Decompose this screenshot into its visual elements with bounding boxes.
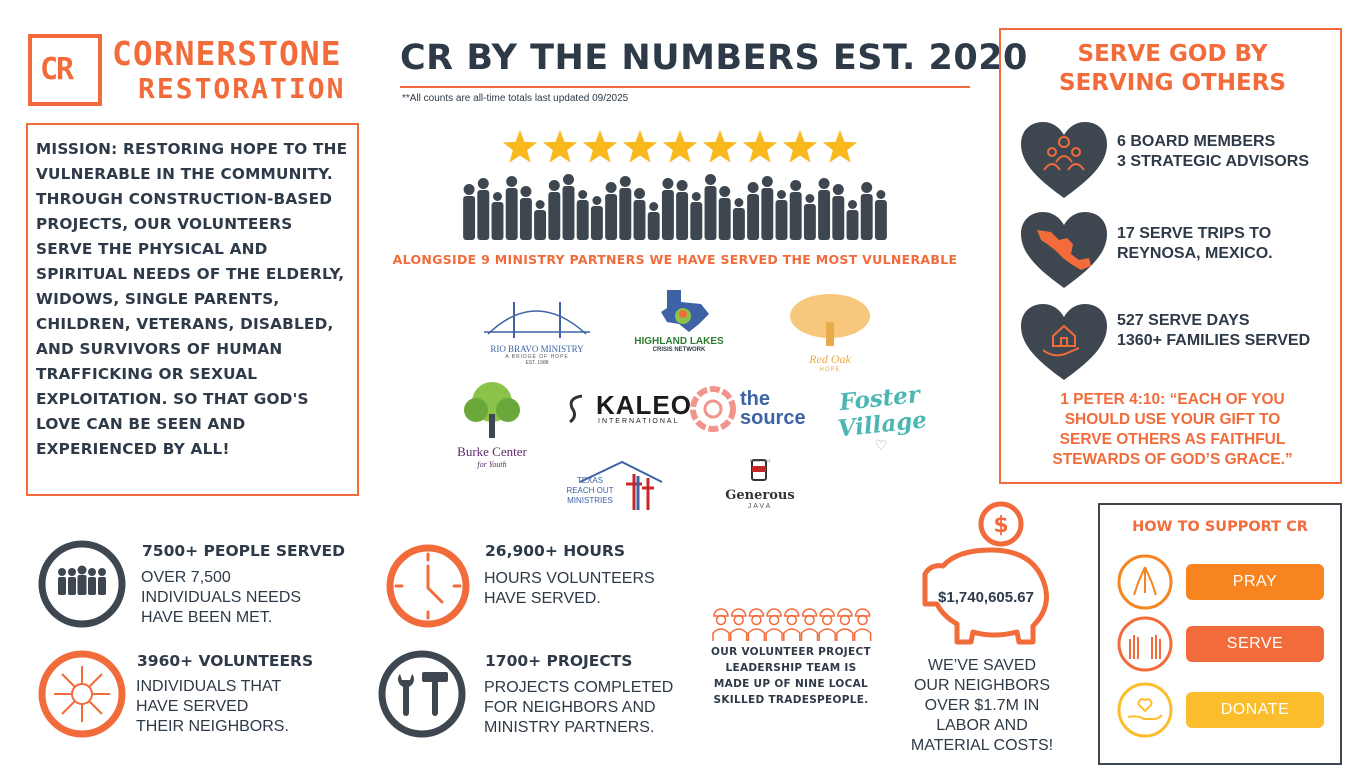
projects-heading: 1700+ PROJECTS — [485, 652, 633, 670]
person-silhouette — [463, 184, 475, 240]
person-silhouette — [804, 194, 816, 240]
team-line: OUR VOLUNTEER PROJECT — [711, 646, 871, 658]
tradesperson-icon — [855, 609, 871, 641]
highland-lakes-sub: CRISIS NETWORK — [652, 347, 706, 353]
person-silhouette — [534, 200, 546, 240]
title-divider — [400, 86, 970, 88]
tradesperson-icon — [748, 609, 764, 641]
person-silhouette — [577, 190, 589, 240]
verse-line: STEWARDS OF GOD’S GRACE.” — [1052, 451, 1293, 468]
the-source-logo — [690, 386, 810, 434]
serve-item-days-line2: 1360+ FAMILIES SERVED — [1117, 332, 1311, 349]
person-silhouette — [705, 174, 717, 240]
house-hand-icon — [1019, 302, 1109, 382]
hours-line: HAVE SERVED. — [484, 590, 601, 607]
serve-item-days — [1117, 311, 1310, 351]
red-oak-name: Red Oak — [809, 352, 851, 366]
generous-java-logo — [718, 456, 802, 514]
hours-heading: 26,900+ HOURS — [485, 542, 626, 560]
serve-title-line1: SERVE GOD BY — [1077, 41, 1268, 67]
mission-box — [26, 123, 359, 496]
rio-bravo-est: EST. 1988 — [525, 360, 549, 366]
foster-line1: Foster — [838, 380, 922, 417]
person-silhouette — [761, 176, 773, 240]
texas-reach-line1: TEXAS — [576, 476, 604, 485]
logo-line2: RESTORATION — [138, 72, 346, 105]
serve-item-trips — [1117, 224, 1273, 264]
person-silhouette — [790, 180, 802, 240]
hours-body — [484, 569, 655, 609]
tradesperson-icon — [819, 609, 835, 641]
star-icon — [543, 130, 577, 163]
person-silhouette — [690, 192, 702, 240]
person-silhouette — [832, 184, 844, 240]
person-silhouette — [605, 182, 617, 240]
people-served-line: OVER 7,500 — [141, 569, 231, 586]
star-icon — [623, 130, 657, 163]
serve-item-days-line1: 527 SERVE DAYS — [1117, 312, 1250, 329]
verse-line: 1 PETER 4:10: “EACH OF YOU — [1060, 391, 1285, 408]
person-silhouette — [861, 182, 873, 240]
serve-item-board — [1117, 132, 1309, 172]
highland-lakes-logo — [624, 288, 734, 358]
people-group-icon — [38, 540, 126, 628]
person-silhouette — [662, 178, 674, 240]
projects-body — [484, 678, 673, 738]
tradesperson-icon — [802, 609, 818, 641]
star-icon — [663, 130, 697, 163]
person-silhouette — [818, 178, 830, 240]
mission-text: MISSION: RESTORING HOPE TO THE VULNERABLE IN THE COMMUNITY. THROUGH CONSTRUCTION-BASED PROJECTS, OUR VOLUNTEERS SERVE THE PHYSICAL AND SPIRITUAL NEEDS OF THE ELDERLY, WIDOWS, SINGLE PARENTS, CHILDREN, VETERANS, DISABLED, AND SURVIVORS OF HUMAN TRAFFICKING OR SEXUAL EXPLOITATION. SO THAT GOD'S LOVE CAN BE SEEN AND EXPERIENCED BY ALL! — [36, 140, 348, 458]
crowd-icon — [462, 172, 888, 240]
saved-description — [902, 656, 1062, 756]
star-rating — [500, 129, 860, 167]
people-served-body — [141, 568, 301, 628]
burke-center-logo — [446, 380, 538, 472]
volunteers-line: INDIVIDUALS THAT — [136, 678, 282, 695]
volunteer-hands-icon — [38, 650, 126, 738]
foster-line2: Village — [836, 406, 929, 443]
source-line2: source — [740, 407, 806, 429]
mexico-map-icon — [1019, 210, 1109, 290]
tools-icon — [378, 650, 466, 738]
red-oak-sub: HOPE — [819, 367, 841, 373]
texas-reach-line2: REACH OUT — [566, 486, 614, 495]
saved-line: OVER $1.7M IN — [924, 697, 1040, 714]
tradesperson-icon — [837, 609, 853, 641]
star-icon — [743, 130, 777, 163]
people-served-heading: 7500+ PEOPLE SERVED — [142, 542, 346, 560]
person-silhouette — [619, 176, 631, 240]
team-line: MADE UP OF NINE LOCAL — [713, 678, 869, 690]
serve-title-line2: SERVING OTHERS — [1059, 70, 1286, 96]
person-silhouette — [492, 192, 504, 240]
people-served-line: INDIVIDUALS NEEDS — [141, 589, 302, 606]
serve-title — [1001, 40, 1344, 98]
generous-name: Generous — [725, 488, 795, 503]
star-icon — [823, 130, 857, 163]
giving-hand-icon — [1116, 681, 1174, 739]
volunteers-line: HAVE SERVED — [136, 698, 249, 715]
partners-caption: ALONGSIDE 9 MINISTRY PARTNERS WE HAVE SERVED THE MOST VULNERABLE — [392, 252, 958, 267]
person-silhouette — [733, 198, 745, 240]
bible-verse — [1001, 390, 1344, 470]
highland-lakes-name: HIGHLAND LAKES — [634, 336, 724, 347]
star-icon — [583, 130, 617, 163]
tradesperson-icon — [766, 609, 782, 641]
rio-bravo-logo — [478, 294, 596, 368]
donate-button[interactable]: DONATE — [1186, 692, 1324, 728]
raised-hands-icon — [1116, 615, 1174, 673]
logo-mark-text: CR — [40, 52, 73, 87]
person-silhouette — [591, 196, 603, 240]
verse-line: SHOULD USE YOUR GIFT TO — [1064, 411, 1281, 428]
person-silhouette — [506, 176, 518, 240]
team-line: LEADERSHIP TEAM IS — [725, 662, 857, 674]
person-silhouette — [634, 188, 646, 240]
title-note: **All counts are all-time totals last updated 09/2025 — [402, 93, 629, 104]
volunteers-body — [136, 677, 289, 737]
pray-button[interactable]: PRAY — [1186, 564, 1324, 600]
star-icon — [783, 130, 817, 163]
piggy-bank-icon — [915, 498, 1055, 650]
verse-line: SERVE OTHERS AS FAITHFUL — [1059, 431, 1286, 448]
projects-line: PROJECTS COMPLETED — [484, 679, 674, 696]
person-silhouette — [847, 200, 859, 240]
people-served-line: HAVE BEEN MET. — [141, 609, 273, 626]
person-silhouette — [548, 180, 560, 240]
tradesperson-icon — [731, 609, 747, 641]
rio-bravo-name: RIO BRAVO MINISTRY — [490, 344, 584, 354]
logo-line1: CORNERSTONE — [112, 34, 342, 73]
team-icon — [1019, 120, 1109, 200]
texas-reach-line3: MINISTRIES — [567, 496, 613, 505]
kaleo-sub: INTERNATIONAL — [598, 418, 680, 425]
star-icon — [703, 130, 737, 163]
person-silhouette — [776, 190, 788, 240]
serve-item-board-line1: 6 BOARD MEMBERS — [1117, 133, 1276, 150]
cr-logo-mark — [28, 34, 102, 106]
dollar-sign: $ — [993, 513, 1009, 538]
serve-item-trips-line1: 17 SERVE TRIPS TO — [1117, 225, 1272, 242]
saved-line: OUR NEIGHBORS — [913, 677, 1050, 694]
team-line: SKILLED TRADESPEOPLE. — [713, 694, 869, 706]
tradesperson-icon — [784, 609, 800, 641]
person-silhouette — [563, 174, 575, 240]
tradesperson-icon — [713, 609, 729, 641]
clock-icon — [384, 542, 472, 630]
saved-amount: $1,740,605.67 — [938, 589, 1034, 606]
kaleo-name: KALEO — [596, 390, 692, 420]
person-silhouette — [676, 180, 688, 240]
hours-line: HOURS VOLUNTEERS — [484, 570, 655, 587]
red-oak-logo — [784, 292, 876, 378]
person-silhouette — [520, 186, 532, 240]
person-silhouette — [747, 182, 759, 240]
serve-god-box — [999, 28, 1342, 484]
saved-line: MATERIAL COSTS! — [910, 737, 1054, 754]
person-silhouette — [648, 202, 660, 240]
person-silhouette — [875, 190, 887, 240]
serve-item-board-line2: 3 STRATEGIC ADVISORS — [1117, 153, 1310, 170]
source-line1: the — [740, 388, 770, 410]
projects-line: FOR NEIGHBORS AND — [484, 699, 656, 716]
saved-line: WE’VE SAVED — [927, 657, 1037, 674]
volunteers-heading: 3960+ VOLUNTEERS — [137, 652, 314, 670]
serve-button[interactable]: SERVE — [1186, 626, 1324, 662]
texas-reach-out-logo — [554, 460, 664, 514]
generous-sub: JAVA — [747, 503, 773, 510]
generous-est: ESTD 2013 — [749, 458, 771, 463]
person-silhouette — [477, 178, 489, 240]
praying-hands-icon — [1116, 553, 1174, 611]
volunteers-line: THEIR NEIGHBORS. — [136, 718, 289, 735]
person-silhouette — [719, 186, 731, 240]
serve-item-trips-line2: REYNOSA, MEXICO. — [1117, 245, 1273, 262]
tradespeople-icon — [712, 606, 872, 642]
projects-line: MINISTRY PARTNERS. — [484, 719, 655, 736]
page-title: CR BY THE NUMBERS EST. 2020 — [400, 38, 1028, 78]
star-icon — [503, 130, 537, 163]
rio-bravo-tagline: A BRIDGE OF HOPE — [505, 354, 569, 360]
foster-village-logo: Foster Village ♡ — [836, 380, 926, 470]
saved-line: LABOR AND — [936, 717, 1028, 734]
support-title: HOW TO SUPPORT CR — [1132, 519, 1308, 535]
team-description — [700, 644, 882, 708]
burke-name: Burke Center — [457, 444, 527, 459]
kaleo-logo — [564, 388, 692, 430]
support-box — [1098, 503, 1342, 765]
burke-sub: for Youth — [477, 460, 507, 469]
cornerstone-logo — [28, 30, 363, 110]
